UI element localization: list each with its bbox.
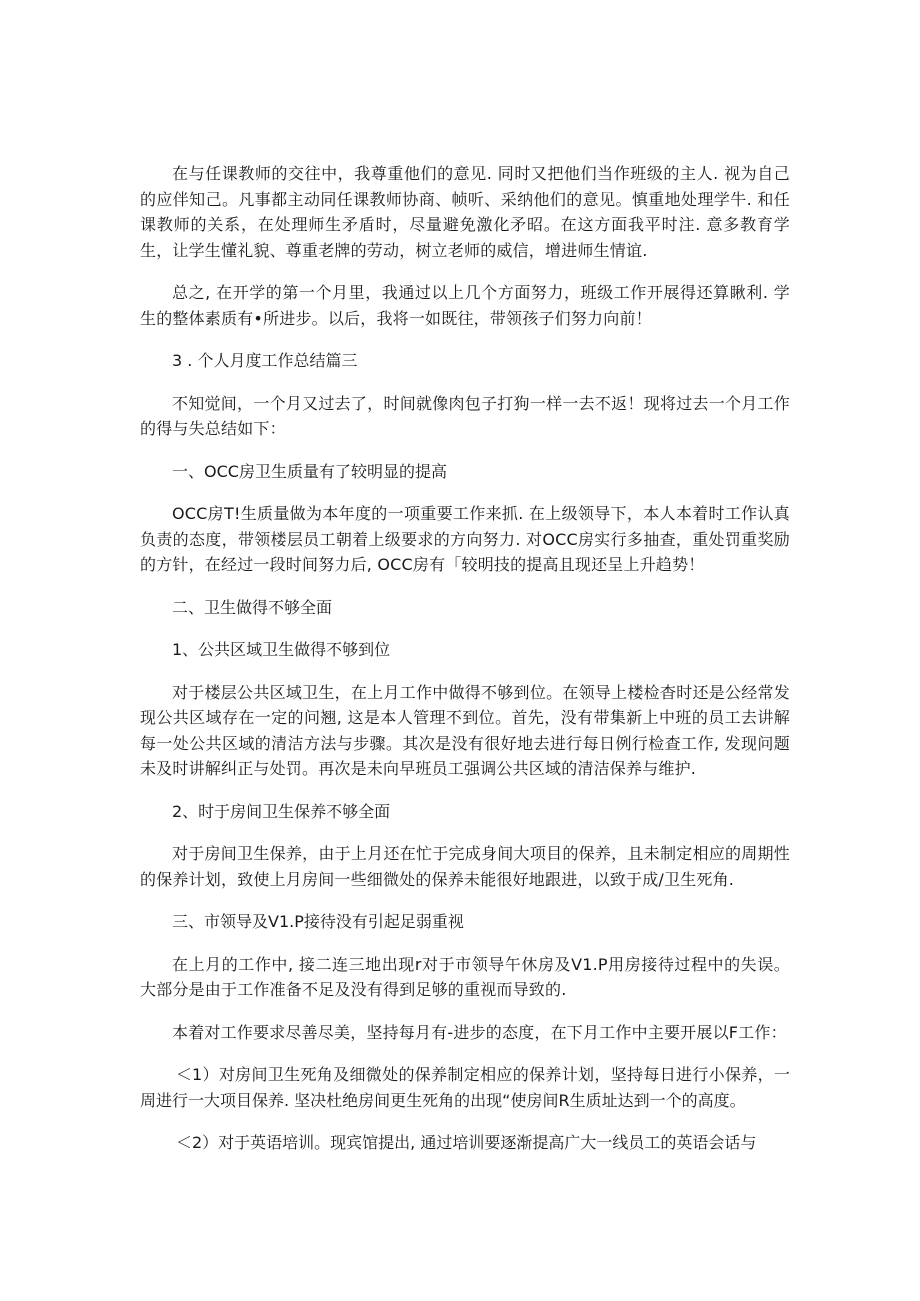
subheading-room-maintenance: 2、时于房间卫生保养不够全面 bbox=[172, 801, 391, 821]
paragraph-teacher-relations: 在与任课教师的交往中，我尊重他们的意见. 同时又把他们当作班级的主人. 视为自己的应伴知己。凡事都主动同任课教师协商、帧听、采纳他们的意见。慎重地处理学牛. 和任课教师的关系，在处理师生矛盾时，尽量避免激化矛昭。在这方面我平时注. 意多教育学生，让学生懂礼貌、尊重老牌的劳动，树立老师的威信，增进师生情谊. bbox=[140, 164, 790, 260]
heading-vip-reception: 三、市领导及V1.P接待没有引起足弱重视 bbox=[172, 912, 464, 931]
subheading-public-area: 1、公共区域卫生做得不够到位 bbox=[172, 640, 391, 659]
plan-item-2: ＜2）对于英语培训。现宾馆提出, 通过培训要逐渐提高广大一线员工的英语会话与 bbox=[176, 1133, 757, 1152]
heading-occ-room-quality: 一、OCC房卫生质量有了较明显的提高 bbox=[172, 461, 447, 481]
document-body bbox=[140, 161, 790, 1173]
section-title-part-three: 3 . 个人月度工作总结篇三 bbox=[172, 351, 358, 370]
paragraph-occ-room-quality: OCC房T!生质量做为本年度的一项重要工作来抓. 在上级领导下，本人本着时工作认真负责的态度，带领楼层员工朝着上级要求的方向努力. 对OCC房实行多抽查，重处罚重奖励的方针，在经过一段时间努力后, OCC房有「较明技的提高且现还呈上升趋势！ bbox=[140, 504, 790, 574]
heading-hygiene-incomplete: 二、卫生做得不够全面 bbox=[172, 597, 333, 617]
paragraph-intro-summary: 不知觉间，一个月又过去了，时间就像肉包子打狗一样一去不返！现将过去一个月工作的得与失总结如下： bbox=[140, 393, 790, 438]
paragraph-conclusion: 总之, 在开学的第一个月里，我通过以上几个方面努力，班级工作开展得还算瞅利. 学生的整体素质有•所进步。以后，我将一如既往，带领孩子们努力向前！ bbox=[140, 283, 790, 328]
paragraph-vip-reception: 在上月的工作中, 接二连三地出现r对于市领导午休房及V1.P用房接待过程中的失误。大部分是由于工作准备不足及没有得到足够的重视而导致的. bbox=[140, 954, 790, 999]
paragraph-public-area: 对于楼层公共区域卫生，在上月工作中做得不够到位。在领导上楼检杳时还是公经常发现公共区域存在一定的问翘, 这是本人管理不到位。首先，没有带集新上中班的员工去讲解每一处公共区域的清洁方法与步骤。其次是没有很好地去进行每日例行检查工作, 发现问题未及时讲解纠正与处罚。再次是未向早班员工强调公共区域的清洁保养与维护. bbox=[140, 682, 790, 778]
plan-item-1: ＜1）对房间卫生死角及细微处的保养制定相应的保养计划，坚持每日进行小保养，一周进行一大项目保养. 坚决杜绝房间更生死角的出现“使房间R生质址达到一个的高度。 bbox=[140, 1065, 790, 1110]
paragraph-room-maintenance: 对于房间卫生保养，由于上月还在忙于完成身间大项目的保养，且未制定相应的周期性的保养计划，致使上月房间一些细微处的保养未能很好地跟进，以致于成/卫生死角. bbox=[140, 844, 790, 889]
paragraph-next-month-plan: 本着对工作要求尽善尽美，坚持每月有-进步的态度，在下月工作中主要开展以F工作： bbox=[172, 1022, 787, 1042]
